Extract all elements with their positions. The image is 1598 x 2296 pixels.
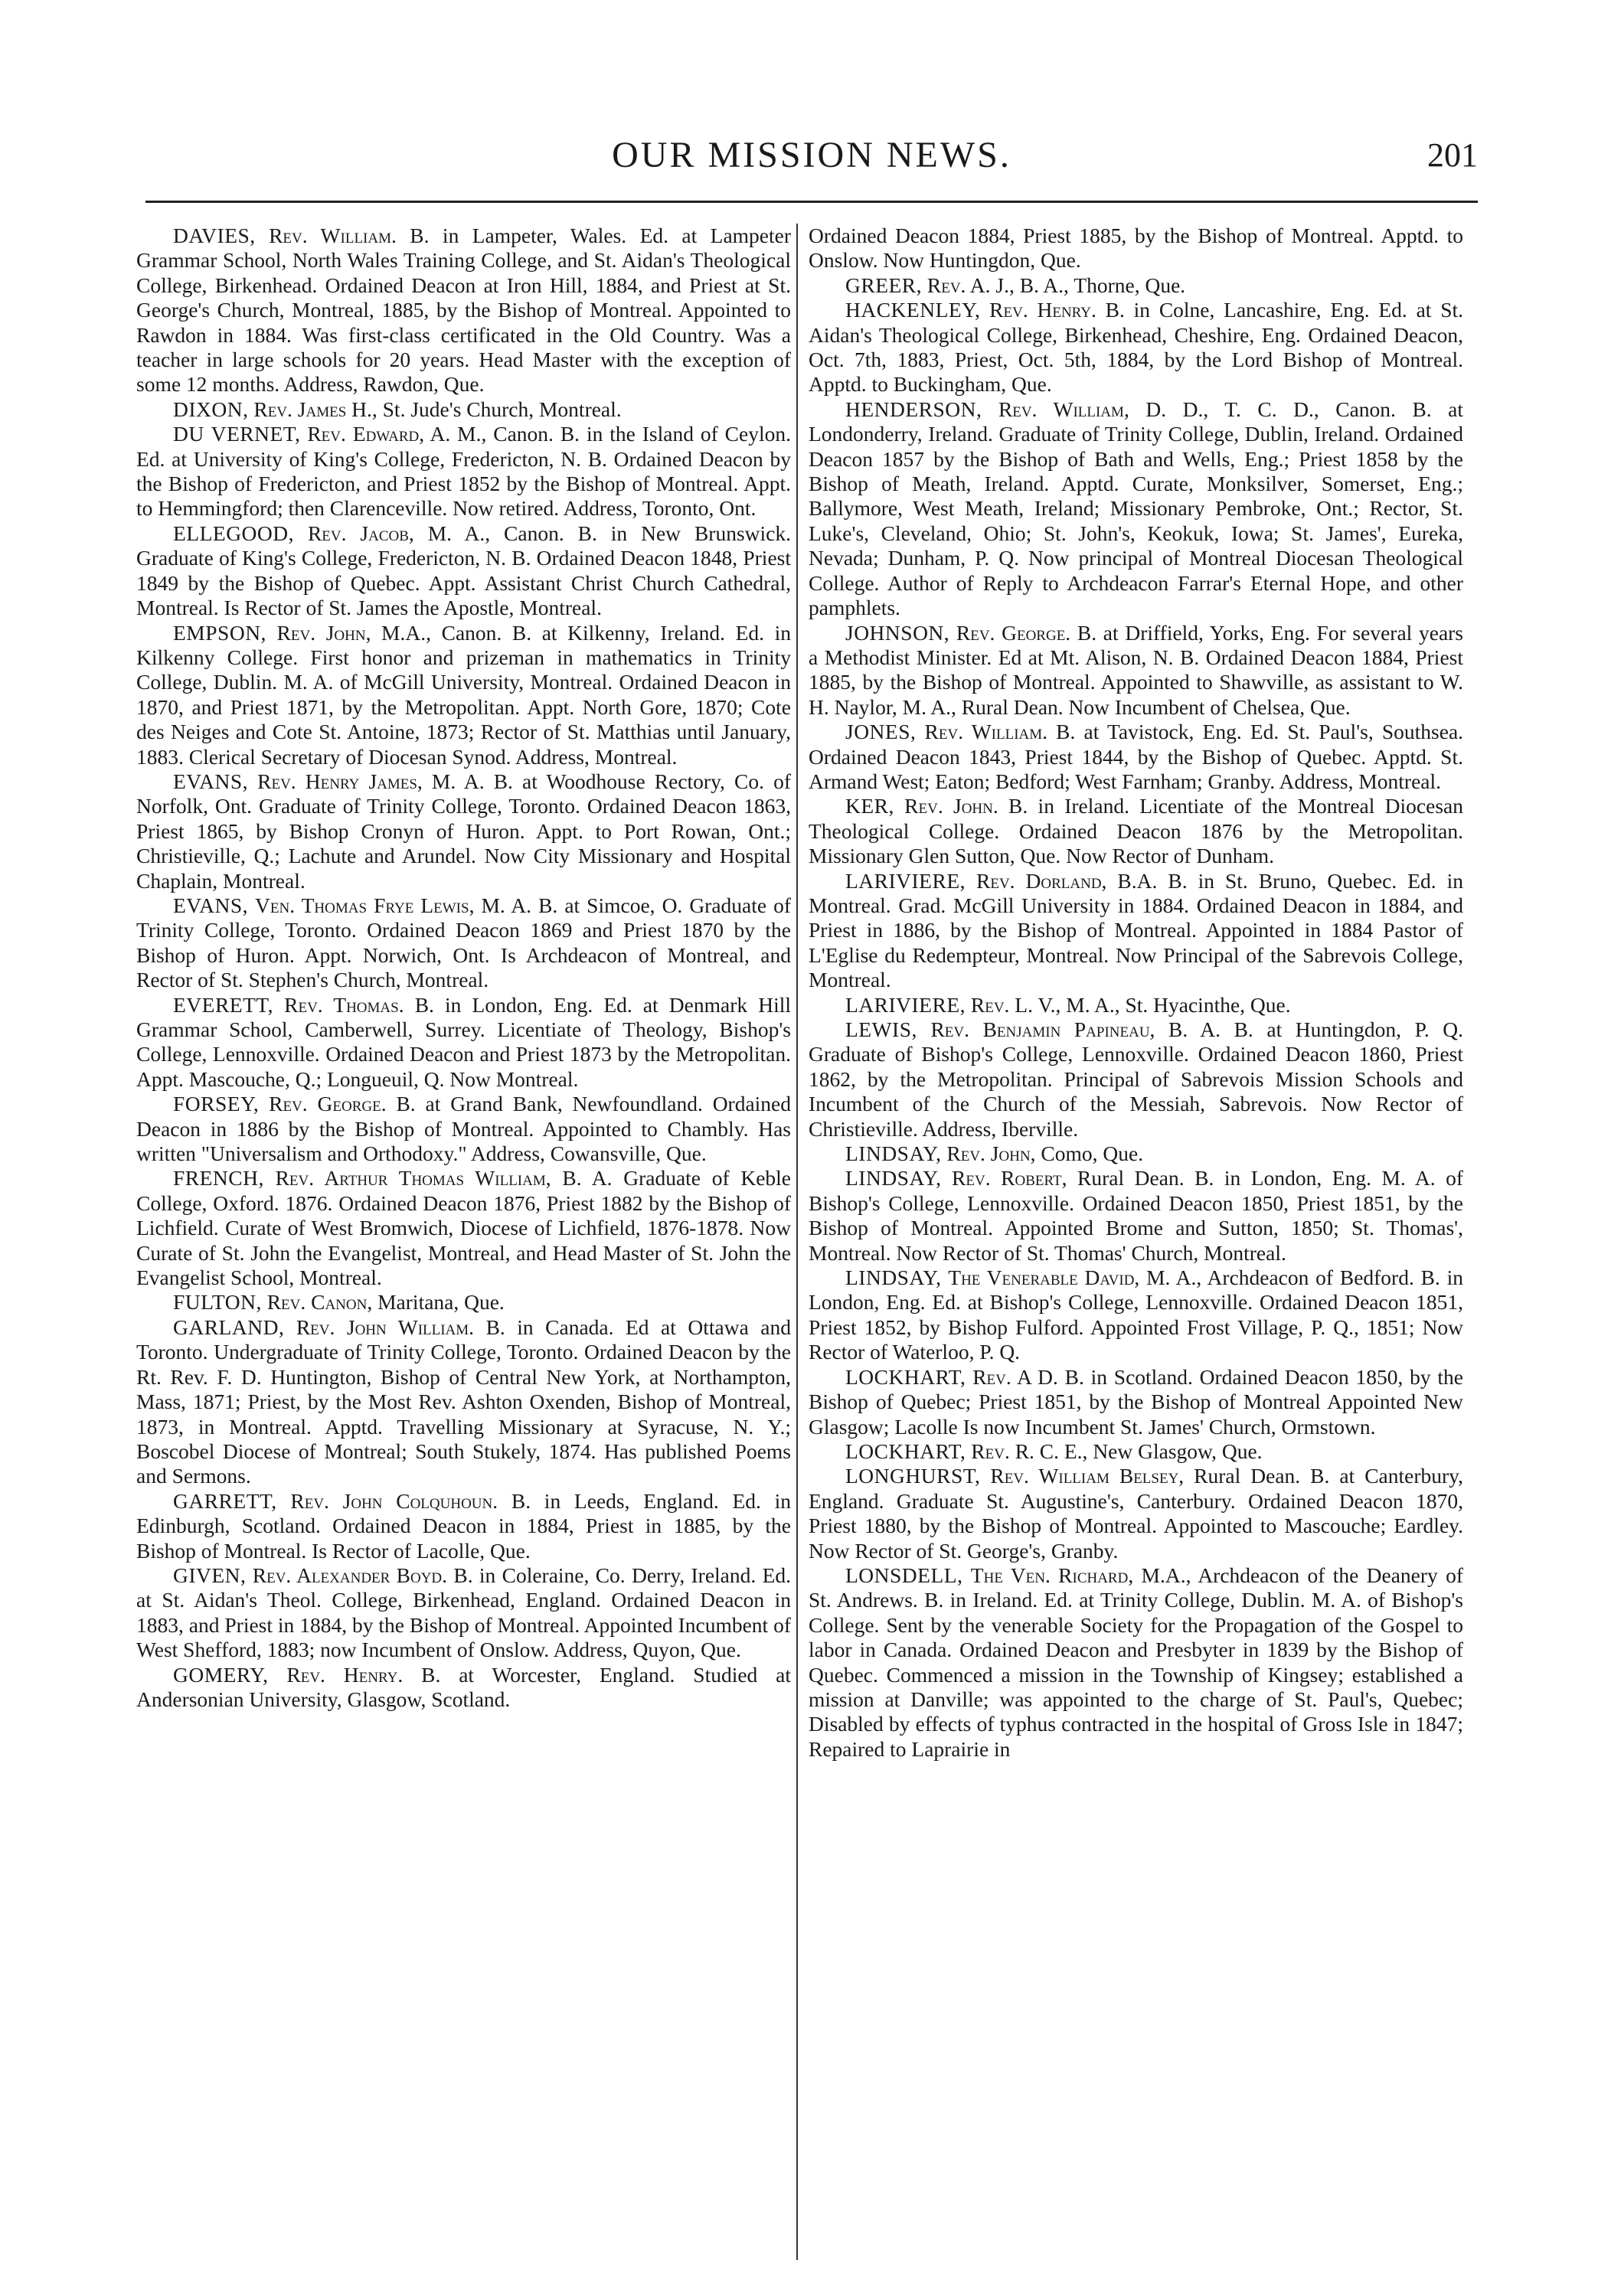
biography-text: New Glasgow, Que. bbox=[1093, 1439, 1263, 1463]
clergy-title: Rev. James H., bbox=[253, 397, 377, 421]
biography-text: Canon. B. at Londonderry, Ireland. Graduate of Trinity College, Dublin, Ireland. Ordained Deacon 1857 by the Bishop of Bath and Wells, Eng.; Priest 1858 by the Bishop of Meath, Ireland. Apptd. Curate, Monksilver, Somerset, Eng.; Ballymore, West Meath, Ireland; Missionary Pembroke, Ont.; Rector, St. Luke's, Cleveland, Ohio; St. John's, Keokuk, Iowa; St. James', Eureka, Nevada; Dunham, P. Q. Now principal of Montreal Diocesan Theological College. Author of Reply to Archdeacon Farrar's Eternal Hope, and other pamphlets. bbox=[809, 397, 1463, 620]
clergy-title: Rev. R. C. E., bbox=[971, 1439, 1088, 1463]
clergy-title: Rev. A D. bbox=[972, 1364, 1058, 1389]
directory-entry bbox=[136, 1663, 791, 1713]
clergy-surname: EMPSON, bbox=[173, 620, 266, 645]
clergy-title: Ven. Thomas Frye Lewis, M. A. bbox=[255, 893, 532, 917]
directory-entry bbox=[136, 621, 791, 769]
clergy-title: Rev. Edward, A. M., bbox=[307, 422, 487, 446]
biography-text: B. at Tavistock, Eng. Ed. St. Paul's, Southsea. Ordained Deacon 1843, Priest 1844, by the Bishop of Quebec. Apptd. St. Armand West; Eaton; Bedford; West Farnham; Granby. Address, Montreal. bbox=[809, 720, 1463, 793]
directory-entry bbox=[136, 224, 791, 397]
clergy-title: Rev. George. bbox=[269, 1092, 387, 1116]
biography-text: B. in St. Bruno, Quebec. Ed. in Montreal. Grad. McGill University in 1884. Ordained Deacon in 1884, and Priest in 1886, by the Bishop of Montreal. Appointed in 1884 Pastor of L'Eglise du Redempteur, Montreal. Now Principal of the Sabrevois College, Montreal. bbox=[809, 868, 1463, 992]
biography-text: B. in Leeds, England. Ed. in Edinburgh, Scotland. Ordained Deacon in 1884, Priest in 1885, by the Bishop of Montreal. Is Rector of Lacolle, Que. bbox=[136, 1488, 791, 1563]
directory-entry bbox=[809, 1141, 1463, 1166]
directory-entry bbox=[136, 397, 791, 422]
clergy-surname: HENDERSON, bbox=[845, 397, 982, 421]
clergy-surname: LONGHURST, bbox=[845, 1464, 981, 1488]
clergy-surname: LARIVIERE, bbox=[845, 868, 966, 893]
directory-entry bbox=[809, 1464, 1463, 1563]
directory-entry bbox=[809, 1365, 1463, 1439]
directory-entry bbox=[809, 1266, 1463, 1365]
clergy-title: Rev. William. bbox=[924, 720, 1048, 744]
directory-entry bbox=[809, 1439, 1463, 1464]
directory-entry bbox=[136, 1489, 791, 1563]
directory-entry bbox=[136, 1166, 791, 1290]
clergy-surname: FULTON, bbox=[173, 1290, 262, 1315]
clergy-title: Rev. John, M.A., bbox=[276, 620, 431, 645]
clergy-title: Rev. Henry. bbox=[989, 298, 1096, 322]
directory-entry bbox=[136, 422, 791, 521]
clergy-surname: FORSEY, bbox=[173, 1092, 260, 1116]
clergy-title: Rev. Dorland, B.A. bbox=[976, 868, 1158, 893]
directory-entry bbox=[136, 1315, 791, 1489]
biography-text: B. at Worcester, England. Studied at Andersonian University, Glasgow, Scotland. bbox=[136, 1662, 791, 1711]
directory-entry bbox=[809, 273, 1463, 298]
directory-entry bbox=[136, 993, 791, 1092]
column-divider bbox=[796, 224, 798, 2260]
clergy-surname: LARIVIERE, bbox=[845, 992, 966, 1017]
clergy-title: Rev. L. V., M. A., bbox=[970, 992, 1120, 1017]
clergy-surname: DU VERNET, bbox=[173, 422, 301, 446]
biography-text: B. at Grand Bank, Newfoundland. Ordained Deacon in 1886 by the Bishop of Montreal. Appointed to Chambly. Has written "Universalism and Orthodoxy." Address, Cowansville, Que. bbox=[136, 1092, 791, 1166]
clergy-title: Rev. Arthur Thomas William, B. A. bbox=[275, 1166, 613, 1190]
biography-text: B. in Scotland. Ordained Deacon 1850, by the Bishop of Quebec; Priest 1851, by the Bishop of Montreal Appointed New Glasgow; Lacolle Is now Incumbent St. James' Church, Ormstown. bbox=[809, 1364, 1463, 1439]
biography-text: Canon. B. in the Island of Ceylon. Ed. at University of King's College, Fredericton, N. B. Ordained Deacon by the Bishop of Fredericton, and Priest 1852 by the Bishop of Montreal. Appt. to Hemmingford; then Clarenceville. Now retired. Address, Toronto, Ont. bbox=[136, 422, 791, 521]
biography-text: B. at Huntingdon, P. Q. Graduate of Bishop's College, Lennoxville. Ordained Deacon 1860, Priest 1862, by the Metropolitan. Principal of Sabrevois Mission Schools and Incumbent of the Church of the Messiah, Sabrevois. Now Rector of Christieville. Address, Iberville. bbox=[809, 1017, 1463, 1141]
clergy-title: Rev. Canon, bbox=[266, 1290, 373, 1315]
clergy-surname: KER, bbox=[845, 794, 894, 818]
directory-entry bbox=[136, 1290, 791, 1315]
clergy-title: Rev. William Belsey, bbox=[990, 1464, 1185, 1488]
clergy-surname: DAVIES, bbox=[173, 224, 256, 247]
clergy-surname: EVANS, bbox=[173, 893, 249, 917]
right-column bbox=[809, 224, 1463, 2260]
page-header bbox=[145, 129, 1478, 182]
clergy-surname: LOCKHART, bbox=[845, 1364, 966, 1389]
clergy-surname: JONES, bbox=[845, 720, 917, 744]
biography-text: M. A., Archdeacon of Bedford. B. in London, Eng. Ed. at Bishop's College, Lennoxville. Ordained Deacon 1851, Priest 1852, by Bishop Fulford. Appointed Frost Village, P. Q., 1851; Now Rector of Waterloo, P. Q. bbox=[809, 1266, 1463, 1364]
clergy-surname: LINDSAY, bbox=[845, 1166, 942, 1190]
clergy-surname: LOCKHART, bbox=[845, 1439, 966, 1463]
biography-text: B. at Simcoe, O. Graduate of Trinity College, Toronto. Ordained Deacon 1869 and Priest 1870 by the Bishop of Huron. Appt. Norwich, Ont. Is Archdeacon of Montreal, and Rector of St. Stephen's Church, Montreal. bbox=[136, 893, 791, 992]
directory-entry bbox=[809, 1166, 1463, 1266]
directory-entry bbox=[809, 397, 1463, 621]
clergy-title: Rev. Henry. bbox=[286, 1662, 404, 1687]
clergy-title: Rev. A. J., B. A., bbox=[926, 273, 1069, 297]
directory-entry bbox=[809, 794, 1463, 868]
clergy-surname: JOHNSON, bbox=[845, 620, 950, 645]
clergy-title: Rev. Thomas. bbox=[284, 992, 404, 1017]
clergy-surname: GARLAND, bbox=[173, 1315, 285, 1339]
directory-entry bbox=[809, 298, 1463, 397]
directory-entry bbox=[809, 621, 1463, 720]
clergy-surname: LEWIS, bbox=[845, 1017, 917, 1041]
biography-text: Rural Dean. B. at Canterbury, England. Graduate St. Augustine's, Canterbury. Ordained Deacon 1870, Priest 1880, by the Bishop of Montreal. Appointed to Mascouche; Eardley. Now Rector of St. George's, Granby. bbox=[809, 1464, 1463, 1563]
clergy-title: Rev. Henry James, M. A. bbox=[257, 769, 485, 793]
biography-text: Canon. B. in New Brunswick. Graduate of King's College, Fredericton, N. B. Ordained Deacon 1848, Priest 1849 by the Bishop of Quebec. Appt. Assistant Christ Church Cathedral, Montreal. Is Rector of St. James the Apostle, Montreal. bbox=[136, 521, 791, 620]
biography-text: St. Jude's Church, Montreal. bbox=[382, 397, 622, 421]
continued-entry-text: Ordained Deacon 1884, Priest 1885, by the Bishop of Montreal. Apptd. to Onslow. Now Huntingdon, Que. bbox=[809, 224, 1463, 273]
clergy-surname: LINDSAY, bbox=[845, 1266, 942, 1290]
clergy-title: Rev. John, bbox=[946, 1141, 1036, 1166]
biography-text: Graduate of Keble College, Oxford. 1876. Ordained Deacon 1876, Priest 1882 by the Bishop of Lichfield. Curate of West Bromwich, Diocese of Lichfield, 1876-1878. Now Curate of St. John the Evangelist, Montreal, and Head Master of St. John the Evangelist School, Montreal. bbox=[136, 1166, 791, 1290]
clergy-surname: DIXON, bbox=[173, 397, 249, 421]
clergy-title: Rev. John. bbox=[904, 794, 998, 818]
clergy-title: Rev. Robert, bbox=[952, 1166, 1067, 1190]
clergy-title: Rev. Jacob, M. A., bbox=[307, 521, 491, 545]
clergy-surname: FRENCH, bbox=[173, 1166, 264, 1190]
left-column bbox=[136, 224, 791, 2260]
clergy-surname: LINDSAY, bbox=[845, 1141, 942, 1166]
clergy-title: Rev. Benjamin Papineau, B. A. bbox=[930, 1017, 1221, 1041]
biography-text: Thorne, Que. bbox=[1074, 273, 1186, 297]
clergy-surname: EVERETT, bbox=[173, 992, 274, 1017]
biography-text: B. in Colne, Lancashire, Eng. Ed. at St. Aidan's Theological College, Birkenhead, Cheshire, Eng. Ordained Deacon, Oct. 7th, 1883, Priest, Oct. 5th, 1884, by the Lord Bishop of Montreal. Apptd. to Buckingham, Que. bbox=[809, 298, 1463, 397]
directory-entry bbox=[136, 1563, 791, 1663]
biography-text: Maritana, Que. bbox=[377, 1290, 505, 1315]
clergy-surname: HACKENLEY, bbox=[845, 298, 981, 322]
directory-entry bbox=[136, 769, 791, 893]
directory-entry bbox=[809, 1017, 1463, 1141]
clergy-surname: GIVEN, bbox=[173, 1563, 247, 1587]
clergy-title: The Venerable David, bbox=[948, 1266, 1140, 1290]
clergy-surname: EVANS, bbox=[173, 769, 249, 793]
clergy-title: Rev. William, D. D., T. C. D., bbox=[998, 397, 1319, 421]
biography-text: B. in Canada. Ed at Ottawa and Toronto. Undergraduate of Trinity College, Toronto. Ordained Deacon by the Rt. Rev. F. D. Huntington, Bishop of Central New York, at Northampton, Mass, 1871; Priest, by the Most Rev. Ashton Oxenden, Bishop of Montreal, 1873, in Montreal. Apptd. Travelling Missionary at Syracuse, N. Y.; Boscobel Diocese of Montreal; South Stukely, 1874. Has published Poems and Sermons. bbox=[136, 1315, 791, 1488]
directory-entry bbox=[809, 869, 1463, 993]
directory-entry bbox=[809, 1563, 1463, 1762]
clergy-surname: GREER, bbox=[845, 273, 923, 297]
header-rule bbox=[145, 201, 1478, 203]
biography-text: B. at Driffield, Yorks, Eng. For several years a Methodist Minister. Ed at Mt. Alison, N. B. Ordained Deacon 1884, Priest 1885, by the Bishop of Montreal. Appointed to Shawville, as assistant to W. H. Naylor, M. A., Rural Dean. Now Incumbent of Chelsea, Que. bbox=[809, 620, 1463, 719]
running-title: OUR MISSION NEWS. bbox=[612, 135, 1011, 175]
directory-entry bbox=[809, 993, 1463, 1017]
biography-text: St. Hyacinthe, Que. bbox=[1125, 992, 1291, 1017]
clergy-title: Rev. George. bbox=[956, 620, 1071, 645]
directory-entry bbox=[136, 893, 791, 993]
directory-entry bbox=[809, 720, 1463, 794]
clergy-title: Rev. John Colquhoun. bbox=[290, 1488, 498, 1513]
biography-text: Canon. B. at Kilkenny, Ireland. Ed. in Kilkenny College. First honor and prizeman in mathematics in Trinity College, Dublin. M. A. of McGill University, Montreal. Ordained Deacon in 1870, and Priest 1871, by the Metropolitan. Appt. North Gore, 1870; Cote des Neiges and Cote St. Antoine, 1873; Rector of St. Matthias until January, 1883. Clerical Secretary of Diocesan Synod. Address, Montreal. bbox=[136, 620, 791, 769]
clergy-surname: LONSDELL, bbox=[845, 1563, 963, 1587]
clergy-surname: GOMERY, bbox=[173, 1662, 269, 1687]
clergy-title: Rev. John William. bbox=[296, 1315, 475, 1339]
biography-text: B. at Woodhouse Rectory, Co. of Norfolk, Ont. Graduate of Trinity College, Toronto. Ordained Deacon 1863, Priest 1865, by Bishop Cronyn of Huron. Appt. to Port Rowan, Ont.; Christieville, Q.; Lachute and Arundel. Now City Missionary and Hospital Chaplain, Montreal. bbox=[136, 769, 791, 893]
biography-text: B. in London, Eng. Ed. at Denmark Hill Grammar School, Camberwell, Surrey. Licentiate of Theology, Bishop's College, Lennoxville. Ordained Deacon and Priest 1873 by the Metropolitan. Appt. Mascouche, Q.; Longueuil, Q. Now Montreal. bbox=[136, 992, 791, 1091]
clergy-surname: ELLEGOOD, bbox=[173, 521, 295, 545]
clergy-title: Rev. William. bbox=[269, 224, 397, 247]
page-number: 201 bbox=[1427, 136, 1478, 174]
biography-text: B. in Coleraine, Co. Derry, Ireland. Ed. at St. Aidan's Theol. College, Birkenhead, England. Ordained Deacon in 1883, and Priest in 1884, by the Bishop of Montreal. Appointed Incumbent of West Shefford, 1883; now Incumbent of Onslow. Address, Quyon, Que. bbox=[136, 1563, 791, 1662]
directory-entry bbox=[136, 1092, 791, 1166]
biography-text: B. in Lampeter, Wales. Ed. at Lampeter Grammar School, North Wales Training College, and St. Aidan's Theological College, Birkenhead. Ordained Deacon at Iron Hill, 1884, and Priest at St. George's Church, Montreal, 1885, by the Bishop of Montreal. Appointed to Rawdon in 1884. Was first-class certificated in the Old Country. Was a teacher in large schools for 20 years. Head Master with the exception of some 12 months. Address, Rawdon, Que. bbox=[136, 224, 791, 397]
clergy-title: The Ven. Richard, M.A., bbox=[970, 1563, 1191, 1587]
clergy-surname: GARRETT, bbox=[173, 1488, 277, 1513]
biography-text: Archdeacon of the Deanery of St. Andrews. B. in Ireland. Ed. at Trinity College, Dublin. M. A. of Bishop's College. Sent by the venerable Society for the Propagation of the Gospel to labor in Canada. Ordained Deacon and Presbyter in 1839 by the Bishop of Quebec. Commenced a mission in the Township of Kingsey; established a mission at Danville; was appointed to the charge of St. Paul's, Quebec; Disabled by effects of typhus contracted in the hospital of Gross Isle in 1847; Repaired to Laprairie in bbox=[809, 1563, 1463, 1761]
directory-entry bbox=[136, 521, 791, 621]
clergy-title: Rev. Alexander Boyd. bbox=[252, 1563, 448, 1587]
biography-text: Como, Que. bbox=[1041, 1141, 1144, 1166]
biography-text: B. in Ireland. Licentiate of the Montreal Diocesan Theological College. Ordained Deacon 1876 by the Metropolitan. Missionary Glen Sutton, Que. Now Rector of Dunham. bbox=[809, 794, 1463, 868]
biography-text: Rural Dean. B. in London, Eng. M. A. of Bishop's College, Lennoxville. Ordained Deacon 1850, Priest 1851, by the Bishop of Montreal. Appointed Brome and Sutton, 1850; St. Thomas', Montreal. Now Rector of St. Thomas' Church, Montreal. bbox=[809, 1166, 1463, 1265]
